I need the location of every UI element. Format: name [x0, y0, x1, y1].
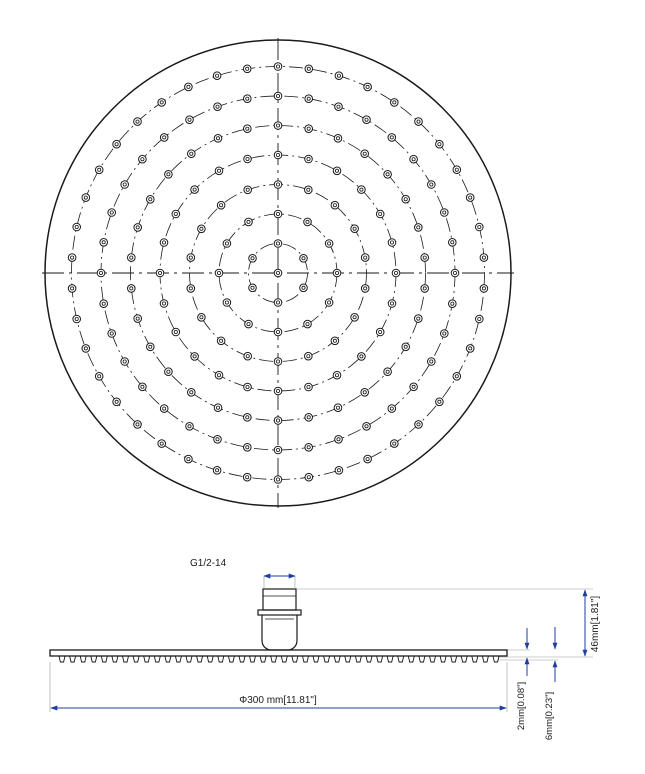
nozzle: [305, 95, 313, 103]
nozzle: [274, 92, 282, 100]
nozzle: [186, 116, 194, 124]
side-nozzle: [197, 656, 203, 662]
nozzle: [108, 330, 116, 338]
side-nozzle: [239, 656, 245, 662]
side-nozzle: [186, 656, 192, 662]
side-nozzle: [207, 656, 213, 662]
nozzle: [128, 285, 136, 293]
side-nozzle: [260, 656, 266, 662]
nozzle: [244, 383, 252, 391]
nozzle: [244, 125, 252, 133]
nozzle-row: [59, 656, 499, 662]
nozzle: [187, 254, 195, 262]
side-nozzle: [366, 656, 372, 662]
nozzle: [274, 122, 282, 130]
nozzle: [134, 224, 142, 232]
nozzle: [243, 65, 251, 73]
nozzle: [392, 269, 400, 277]
nozzle: [402, 195, 410, 203]
nozzle: [213, 467, 221, 475]
nozzle: [244, 155, 252, 163]
nozzle: [186, 423, 194, 431]
nozzle: [188, 150, 196, 158]
side-nozzle: [419, 656, 425, 662]
nozzle: [214, 436, 222, 444]
nozzle: [158, 440, 166, 448]
nozzle: [304, 320, 312, 328]
nozzle: [245, 218, 253, 226]
nozzle: [191, 186, 199, 194]
nozzle: [305, 444, 313, 452]
nozzle: [198, 314, 206, 322]
side-view: [50, 558, 601, 740]
side-nozzle: [377, 656, 383, 662]
nozzle: [335, 436, 343, 444]
nozzle: [453, 166, 461, 174]
nozzle: [121, 181, 129, 189]
nozzle: [274, 210, 282, 218]
nozzle: [158, 99, 166, 107]
side-nozzle: [123, 656, 129, 662]
nozzle: [480, 254, 488, 262]
nozzle: [274, 240, 282, 248]
nozzle: [274, 387, 282, 395]
nozzle: [376, 328, 384, 336]
nozzle: [415, 224, 423, 232]
nozzle: [160, 134, 168, 142]
nozzle: [134, 315, 142, 323]
nozzle: [244, 95, 252, 103]
nozzle: [244, 352, 252, 360]
nozzle: [215, 269, 223, 277]
side-nozzle: [334, 656, 340, 662]
nozzle: [358, 353, 366, 361]
nozzle: [68, 254, 76, 262]
nozzle: [476, 315, 484, 323]
nozzle: [97, 269, 105, 277]
nozzle: [82, 194, 90, 202]
nozzle: [333, 269, 341, 277]
nozzle: [388, 239, 396, 247]
nozzle: [172, 210, 180, 218]
nozzle: [156, 269, 164, 277]
g12-connector: [258, 589, 301, 650]
nozzle: [351, 225, 359, 233]
side-nozzle: [70, 656, 76, 662]
nozzle: [172, 328, 180, 336]
side-nozzle: [112, 656, 118, 662]
thread-label: G1/2-14: [190, 558, 227, 569]
nozzle: [388, 405, 396, 413]
nozzle: [160, 405, 168, 413]
nozzle: [384, 171, 392, 179]
nozzle: [325, 299, 333, 307]
nozzle: [274, 417, 282, 425]
nozzle: [244, 186, 252, 194]
side-nozzle: [101, 656, 107, 662]
nozzle: [331, 201, 339, 209]
nozzle: [95, 373, 103, 381]
nozzle: [305, 65, 313, 73]
nozzle: [198, 225, 206, 233]
nozzle: [415, 315, 423, 323]
nozzle: [305, 155, 313, 163]
nozzle: [274, 63, 282, 71]
side-nozzle: [144, 656, 150, 662]
side-nozzle: [440, 656, 446, 662]
nozzle: [441, 209, 449, 217]
nozzle: [223, 240, 231, 248]
shower-plate: [50, 650, 507, 656]
side-nozzle: [228, 656, 234, 662]
nozzle: [466, 194, 474, 202]
nozzle: [187, 285, 195, 293]
nozzle: [361, 285, 369, 293]
side-nozzle: [165, 656, 171, 662]
nozzle: [214, 404, 222, 412]
side-nozzle: [324, 656, 330, 662]
nozzle: [361, 254, 369, 262]
nozzle: [217, 201, 225, 209]
nozzle: [451, 269, 459, 277]
nozzle: [415, 118, 423, 126]
nozzle: [364, 83, 372, 91]
nozzle: [73, 315, 81, 323]
nozzle: [305, 414, 313, 422]
nozzle: [361, 389, 369, 397]
nozzle: [113, 398, 121, 406]
nozzle: [274, 476, 282, 484]
side-nozzle: [398, 656, 404, 662]
nozzle: [274, 151, 282, 159]
side-nozzle: [59, 656, 65, 662]
nozzle: [215, 371, 223, 379]
nozzle: [274, 181, 282, 189]
nozzle: [128, 254, 136, 262]
nozzle: [73, 223, 81, 231]
nozzle: [376, 210, 384, 218]
side-nozzle: [250, 656, 256, 662]
nozzle: [325, 240, 333, 248]
nozzle: [363, 423, 371, 431]
nozzle: [185, 455, 193, 463]
nozzle: [121, 358, 129, 366]
nozzle: [388, 134, 396, 142]
nozzle: [363, 116, 371, 124]
nozzle: [476, 223, 484, 231]
nozzle: [165, 171, 173, 179]
nozzle: [68, 285, 76, 293]
nozzle: [333, 167, 341, 175]
nozzle: [113, 140, 121, 148]
nozzle: [217, 337, 225, 345]
nozzle: [139, 383, 147, 391]
nozzle: [388, 300, 396, 308]
side-nozzle: [387, 656, 393, 662]
nozzle: [300, 284, 308, 292]
nozzle: [245, 320, 253, 328]
nozzle: [449, 300, 457, 308]
nozzle: [436, 140, 444, 148]
nozzle: [95, 166, 103, 174]
side-nozzle: [80, 656, 86, 662]
nozzle: [305, 352, 313, 360]
nozzle-label: 6mm[0.23"]: [544, 691, 555, 741]
nozzle: [305, 473, 313, 481]
nozzle: [274, 446, 282, 454]
nozzle: [421, 285, 429, 293]
nozzle: [410, 383, 418, 391]
nozzle: [249, 284, 257, 292]
nozzle: [364, 455, 372, 463]
nozzle: [100, 300, 108, 308]
nozzle: [160, 239, 168, 247]
nozzle: [214, 135, 222, 143]
nozzle: [139, 155, 147, 163]
nozzle: [134, 118, 142, 126]
nozzle: [351, 314, 359, 322]
side-nozzle: [345, 656, 351, 662]
side-nozzle: [472, 656, 478, 662]
nozzle: [274, 269, 282, 277]
side-nozzle: [154, 656, 160, 662]
side-nozzle: [451, 656, 457, 662]
nozzle: [331, 337, 339, 345]
nozzle: [165, 368, 173, 376]
nozzle: [410, 155, 418, 163]
side-nozzle: [271, 656, 277, 662]
side-nozzle: [281, 656, 287, 662]
nozzle: [453, 373, 461, 381]
nozzle: [441, 330, 449, 338]
nozzle: [402, 343, 410, 351]
nozzle: [108, 209, 116, 217]
side-nozzle: [175, 656, 181, 662]
nozzle: [436, 398, 444, 406]
nozzle: [215, 167, 223, 175]
extension-lines: [50, 576, 593, 712]
side-nozzle: [461, 656, 467, 662]
nozzle: [185, 83, 193, 91]
nozzle: [300, 254, 308, 262]
nozzle: [480, 285, 488, 293]
side-nozzle: [218, 656, 224, 662]
nozzle: [147, 196, 155, 204]
nozzle: [415, 421, 423, 429]
nozzle: [334, 404, 342, 412]
side-nozzle: [313, 656, 319, 662]
side-nozzle: [482, 656, 488, 662]
nozzle: [391, 99, 399, 107]
plate-label: 2mm[0.08"]: [516, 681, 527, 731]
nozzle: [244, 444, 252, 452]
nozzle: [249, 254, 257, 262]
nozzle: [361, 150, 369, 158]
nozzle: [449, 239, 457, 247]
nozzle: [335, 103, 343, 111]
nozzle: [274, 328, 282, 336]
side-nozzle: [430, 656, 436, 662]
nozzle: [223, 299, 231, 307]
nozzle: [335, 72, 343, 80]
nozzle: [391, 440, 399, 448]
side-nozzle: [133, 656, 139, 662]
nozzle: [304, 218, 312, 226]
nozzle: [274, 299, 282, 307]
nozzle: [274, 358, 282, 366]
nozzle: [384, 368, 392, 376]
nozzle: [214, 103, 222, 111]
side-nozzle: [292, 656, 298, 662]
nozzle: [428, 358, 436, 366]
nozzle: [243, 473, 251, 481]
nozzle: [334, 135, 342, 143]
side-nozzle: [303, 656, 309, 662]
side-nozzle: [408, 656, 414, 662]
side-nozzle: [355, 656, 361, 662]
nozzle: [213, 72, 221, 80]
nozzle: [160, 300, 168, 308]
nozzle: [358, 186, 366, 194]
nozzle: [466, 345, 474, 353]
plan-view: [42, 38, 514, 508]
nozzle: [305, 186, 313, 194]
nozzle: [82, 345, 90, 353]
nozzle: [428, 181, 436, 189]
nozzle: [335, 467, 343, 475]
side-nozzle: [91, 656, 97, 662]
nozzle: [244, 414, 252, 422]
nozzle: [333, 371, 341, 379]
nozzle: [188, 389, 196, 397]
nozzle: [305, 125, 313, 133]
nozzle: [147, 343, 155, 351]
nozzle: [100, 239, 108, 247]
nozzle: [134, 421, 142, 429]
nozzle: [421, 254, 429, 262]
nozzle: [305, 383, 313, 391]
nozzle: [191, 353, 199, 361]
diameter-label: Φ300 mm[11.81"]: [239, 695, 317, 706]
height-label: 46mm[1.81"]: [590, 595, 601, 653]
